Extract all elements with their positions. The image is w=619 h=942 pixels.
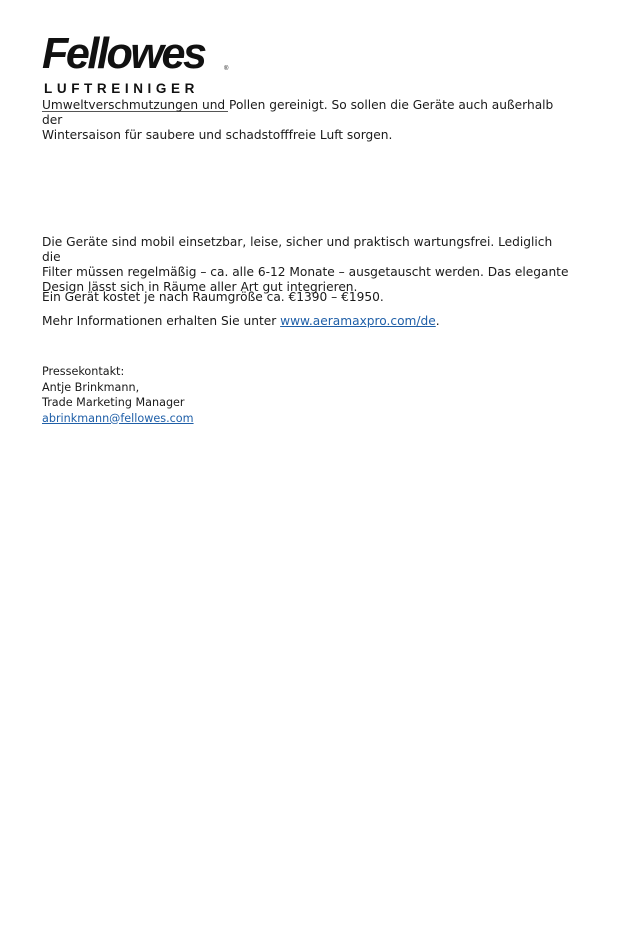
more-info-text: Mehr Informationen erhalten Sie unter [42, 314, 281, 328]
intro-paragraph [42, 98, 572, 143]
features-line-1: Die Geräte sind mobil einsetzbar, leise, sicher und praktisch wartungsfrei. Lediglich die [42, 235, 553, 264]
logo-subtitle: LUFTREINIGER [44, 81, 199, 96]
contact-name: Antje Brinkmann, [42, 380, 140, 394]
intro-line-1: Umweltverschmutzungen und Pollen gereinigt. So sollen die Geräte auch außerhalb der [42, 98, 554, 127]
fellowes-logo [42, 30, 232, 98]
features-line-3: Design lässt sich in Räume aller Art gut integrieren. [42, 280, 358, 294]
aeramax-website-link[interactable]: www.aeramaxpro.com/de [280, 314, 436, 328]
intro-line-2: Wintersaison für saubere und schadstofffreie Luft sorgen. [42, 128, 393, 142]
features-paragraph [42, 235, 572, 295]
price-paragraph: Ein Gerät kostet je nach Raumgröße ca. €1390 – €1950. [42, 290, 384, 304]
logo-registered-mark: ® [224, 66, 229, 72]
contact-email-link[interactable]: abrinkmann@fellowes.com [42, 411, 194, 425]
more-info-period: . [435, 314, 440, 328]
press-contact-heading: Pressekontakt: [42, 365, 125, 378]
features-line-2: Filter müssen regelmäßig – ca. alle 6-12 Monate – ausgetauscht werden. Das elegante [42, 265, 569, 279]
press-contact-block [42, 364, 194, 426]
contact-role: Trade Marketing Manager [42, 396, 185, 409]
more-info-paragraph [42, 314, 572, 329]
logo-wordmark: Fellowes [42, 29, 205, 78]
